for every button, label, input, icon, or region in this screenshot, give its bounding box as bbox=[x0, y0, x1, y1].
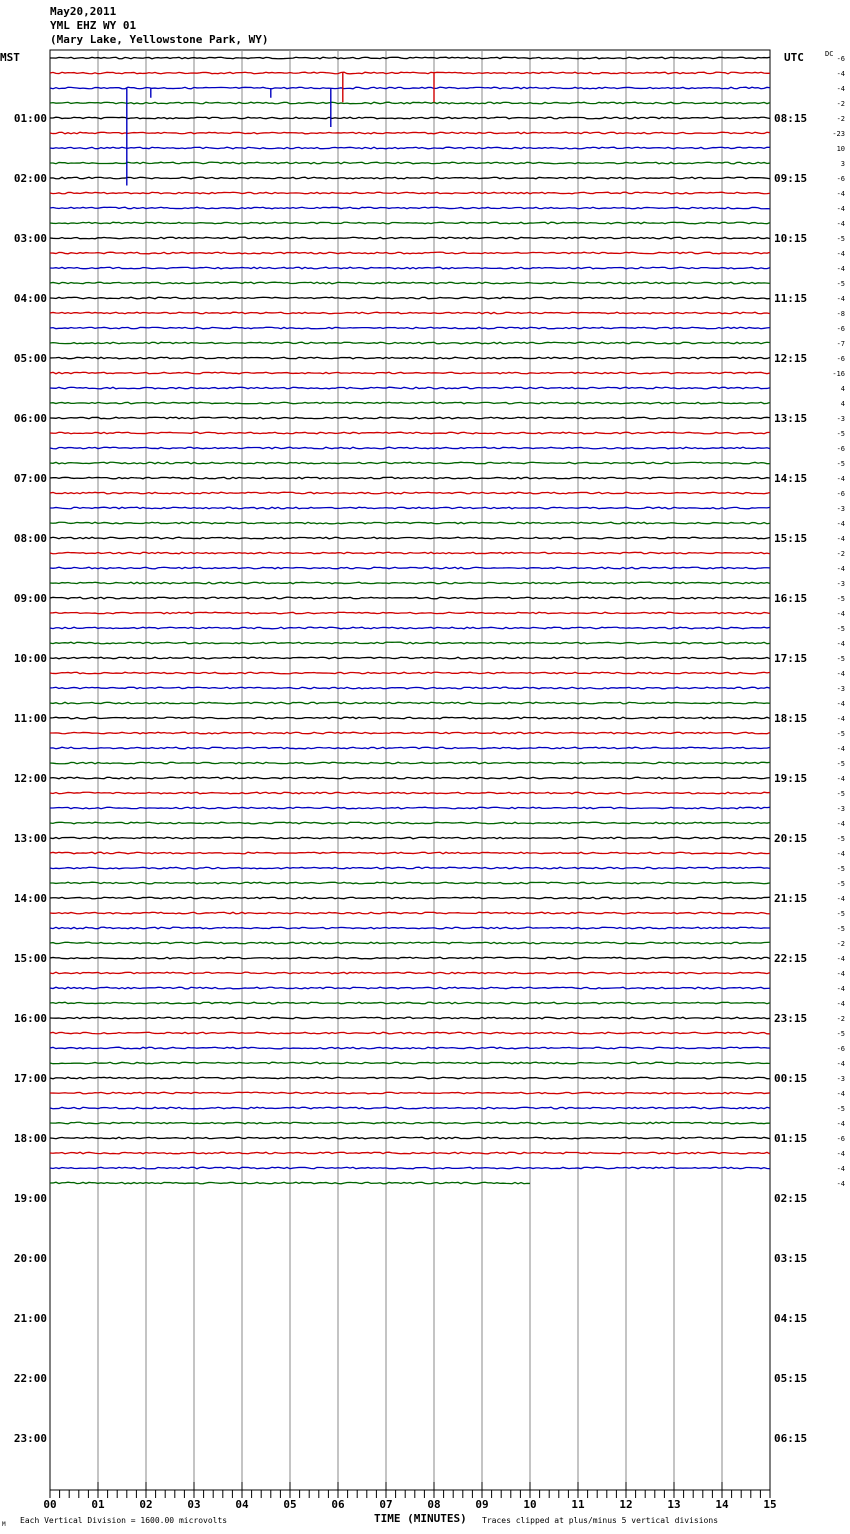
left-hour-label: 16:00 bbox=[13, 1012, 47, 1025]
seismic-trace bbox=[50, 462, 770, 464]
dc-offset: -4 bbox=[836, 265, 845, 273]
left-hour-label: 07:00 bbox=[13, 472, 47, 485]
dc-offset: -2 bbox=[836, 115, 845, 123]
dc-offset: -3 bbox=[836, 580, 845, 588]
seismic-trace bbox=[50, 252, 770, 254]
dc-offset: 4 bbox=[840, 400, 845, 408]
seismic-trace bbox=[50, 942, 770, 944]
right-hour-label: 14:15 bbox=[774, 472, 808, 485]
left-hour-label: 11:00 bbox=[13, 712, 47, 725]
right-hour-label: 02:15 bbox=[774, 1192, 808, 1205]
seismic-traces bbox=[50, 57, 770, 1184]
dc-offset: -6 bbox=[836, 1135, 845, 1143]
seismic-trace bbox=[50, 687, 770, 689]
dc-offset: -4 bbox=[836, 1165, 845, 1173]
left-hour-label: 12:00 bbox=[13, 772, 47, 785]
dc-offset: -4 bbox=[836, 640, 845, 648]
dc-offset: -6 bbox=[836, 1045, 845, 1053]
seismic-trace bbox=[50, 342, 770, 344]
seismic-trace bbox=[50, 117, 770, 119]
dc-offset: -5 bbox=[836, 730, 845, 738]
seismic-trace bbox=[50, 237, 770, 239]
dc-offset: -3 bbox=[836, 805, 845, 813]
seismic-trace bbox=[50, 372, 770, 374]
seismic-trace bbox=[50, 1137, 770, 1139]
seismic-trace bbox=[50, 507, 770, 509]
seismic-trace bbox=[50, 822, 770, 824]
dc-offset: -4 bbox=[836, 850, 845, 858]
seismic-trace bbox=[50, 1152, 770, 1154]
seismic-trace bbox=[50, 222, 770, 224]
vertical-scale-note: Each Vertical Division = 1600.00 microvolts bbox=[20, 1516, 228, 1525]
seismic-trace bbox=[50, 882, 770, 884]
x-tick-label: 14 bbox=[715, 1498, 729, 1511]
dc-offset: 3 bbox=[840, 160, 845, 168]
left-hour-label: 18:00 bbox=[13, 1132, 47, 1145]
right-hour-label: 15:15 bbox=[774, 532, 808, 545]
seismic-trace bbox=[50, 177, 770, 179]
dc-offset: -5 bbox=[836, 280, 845, 288]
seismic-trace bbox=[50, 1002, 770, 1004]
left-hour-label: 05:00 bbox=[13, 352, 47, 365]
left-hour-label: 22:00 bbox=[13, 1372, 47, 1385]
right-hour-label: 23:15 bbox=[774, 1012, 808, 1025]
dc-offset: -7 bbox=[836, 340, 845, 348]
seismic-trace bbox=[50, 447, 770, 449]
dc-offset: -4 bbox=[836, 70, 845, 78]
x-tick-label: 02 bbox=[139, 1498, 153, 1511]
dc-offset: -4 bbox=[836, 1120, 845, 1128]
x-tick-label: 09 bbox=[475, 1498, 489, 1511]
dc-offset: 10 bbox=[836, 145, 845, 153]
dc-offset: 4 bbox=[840, 385, 845, 393]
seismic-trace bbox=[50, 657, 770, 659]
seismic-trace bbox=[50, 777, 770, 779]
dc-offset: -4 bbox=[836, 1000, 845, 1008]
left-timezone-label: MST bbox=[0, 51, 20, 64]
dc-offset: -4 bbox=[836, 295, 845, 303]
seismic-trace bbox=[50, 792, 770, 794]
right-hour-label: 00:15 bbox=[774, 1072, 808, 1085]
dc-offset: -4 bbox=[836, 475, 845, 483]
x-tick-label: 04 bbox=[235, 1498, 249, 1511]
dc-offset: -4 bbox=[836, 895, 845, 903]
dc-offset: -4 bbox=[836, 610, 845, 618]
dc-offset: -4 bbox=[836, 715, 845, 723]
seismic-trace bbox=[50, 417, 770, 419]
right-hour-label: 09:15 bbox=[774, 172, 808, 185]
x-tick-label: 03 bbox=[187, 1498, 201, 1511]
right-hour-label: 12:15 bbox=[774, 352, 808, 365]
seismic-trace bbox=[50, 207, 770, 209]
seismic-trace bbox=[50, 282, 770, 284]
dc-offset: -4 bbox=[836, 985, 845, 993]
dc-offset: -2 bbox=[836, 940, 845, 948]
dc-offset: -4 bbox=[836, 745, 845, 753]
seismic-trace bbox=[50, 972, 770, 974]
dc-offset: -16 bbox=[832, 370, 845, 378]
right-timezone-label: UTC bbox=[784, 51, 804, 64]
seismic-trace bbox=[50, 927, 770, 929]
dc-offset: -4 bbox=[836, 535, 845, 543]
right-hour-label: 16:15 bbox=[774, 592, 808, 605]
dc-offset: -4 bbox=[836, 670, 845, 678]
seismic-trace bbox=[50, 642, 770, 644]
dc-offset: -5 bbox=[836, 865, 845, 873]
dc-offset: -4 bbox=[836, 1180, 845, 1188]
seismic-trace bbox=[50, 987, 770, 989]
dc-offset: -5 bbox=[836, 1105, 845, 1113]
x-tick-label: 15 bbox=[763, 1498, 777, 1511]
dc-label: DC bbox=[825, 50, 834, 58]
seismic-trace bbox=[50, 747, 770, 749]
left-hour-label: 15:00 bbox=[13, 952, 47, 965]
seismic-trace bbox=[50, 762, 770, 764]
left-hour-label: 02:00 bbox=[13, 172, 47, 185]
dc-offset: -5 bbox=[836, 430, 845, 438]
left-hour-label: 20:00 bbox=[13, 1252, 47, 1265]
dc-offset: -2 bbox=[836, 550, 845, 558]
seismic-trace bbox=[50, 522, 770, 524]
dc-offset: -4 bbox=[836, 520, 845, 528]
dc-offset: -6 bbox=[836, 355, 845, 363]
seismic-trace bbox=[50, 897, 770, 899]
dc-offset: -5 bbox=[836, 925, 845, 933]
dc-offset: -5 bbox=[836, 595, 845, 603]
plot-frame bbox=[50, 50, 770, 1490]
right-hour-label: 13:15 bbox=[774, 412, 808, 425]
right-hour-label: 08:15 bbox=[774, 112, 808, 125]
dc-offset: -3 bbox=[836, 1075, 845, 1083]
dc-offset: -5 bbox=[836, 910, 845, 918]
dc-offset: -4 bbox=[836, 565, 845, 573]
right-hour-label: 18:15 bbox=[774, 712, 808, 725]
plot-date: May20,2011 bbox=[50, 5, 117, 18]
seismic-trace bbox=[50, 597, 770, 599]
seismic-trace bbox=[50, 57, 770, 59]
dc-offset: -5 bbox=[836, 625, 845, 633]
dc-offset: -5 bbox=[836, 235, 845, 243]
dc-offset: -3 bbox=[836, 415, 845, 423]
dc-offset: -4 bbox=[836, 820, 845, 828]
x-tick-label: 10 bbox=[523, 1498, 537, 1511]
right-hour-label: 17:15 bbox=[774, 652, 808, 665]
left-hour-label: 23:00 bbox=[13, 1432, 47, 1445]
right-hour-label: 20:15 bbox=[774, 832, 808, 845]
seismic-trace bbox=[50, 537, 770, 539]
x-tick-label: 07 bbox=[379, 1498, 393, 1511]
x-tick-label: 08 bbox=[427, 1498, 441, 1511]
seismic-trace bbox=[50, 1047, 770, 1049]
dc-offset: -4 bbox=[836, 970, 845, 978]
dc-offset: -6 bbox=[836, 175, 845, 183]
seismic-trace bbox=[50, 297, 770, 299]
seismic-trace bbox=[50, 1107, 770, 1109]
dc-offset: -4 bbox=[836, 1150, 845, 1158]
seismic-trace bbox=[50, 327, 770, 329]
seismic-trace bbox=[50, 1122, 770, 1124]
seismic-trace bbox=[50, 1062, 770, 1064]
seismic-trace bbox=[50, 867, 770, 869]
dc-offset: -5 bbox=[836, 835, 845, 843]
x-tick-label: 13 bbox=[667, 1498, 681, 1511]
seismic-trace bbox=[50, 312, 770, 314]
dc-offset: -5 bbox=[836, 880, 845, 888]
dc-offset: -3 bbox=[836, 685, 845, 693]
seismic-trace bbox=[50, 912, 770, 914]
dc-offset: -3 bbox=[836, 505, 845, 513]
x-axis-title: TIME (MINUTES) bbox=[374, 1512, 467, 1525]
right-hour-label: 10:15 bbox=[774, 232, 808, 245]
x-tick-label: 12 bbox=[619, 1498, 633, 1511]
left-hour-label: 01:00 bbox=[13, 112, 47, 125]
x-tick-label: 11 bbox=[571, 1498, 585, 1511]
dc-offset: -6 bbox=[836, 55, 845, 63]
dc-offset: -4 bbox=[836, 250, 845, 258]
seismic-trace bbox=[50, 552, 770, 554]
dc-offset: -4 bbox=[836, 1090, 845, 1098]
seismic-trace bbox=[50, 717, 770, 719]
seismic-trace bbox=[50, 627, 770, 629]
left-hour-label: 04:00 bbox=[13, 292, 47, 305]
seismic-trace bbox=[50, 357, 770, 359]
seismic-trace bbox=[50, 807, 770, 809]
right-hour-label: 03:15 bbox=[774, 1252, 808, 1265]
seismic-trace bbox=[50, 432, 770, 434]
seismic-trace bbox=[50, 477, 770, 479]
seismic-trace bbox=[50, 567, 770, 569]
seismic-trace bbox=[50, 132, 770, 134]
left-hour-label: 13:00 bbox=[13, 832, 47, 845]
seismic-trace bbox=[50, 87, 770, 89]
dc-offset: -4 bbox=[836, 220, 845, 228]
dc-offset: -5 bbox=[836, 460, 845, 468]
seismic-trace bbox=[50, 147, 770, 149]
time-labels bbox=[14, 55, 845, 1445]
seismic-trace bbox=[50, 492, 770, 494]
seismic-trace bbox=[50, 192, 770, 194]
seismic-trace bbox=[50, 162, 770, 164]
dc-offset: -4 bbox=[836, 190, 845, 198]
seismic-trace bbox=[50, 387, 770, 389]
dc-offset: -5 bbox=[836, 655, 845, 663]
clip-note: Traces clipped at plus/minus 5 vertical divisions bbox=[482, 1516, 719, 1525]
right-hour-label: 01:15 bbox=[774, 1132, 808, 1145]
seismic-trace bbox=[50, 1032, 770, 1034]
dc-offset: -8 bbox=[836, 310, 845, 318]
left-hour-label: 14:00 bbox=[13, 892, 47, 905]
seismic-trace bbox=[50, 402, 770, 404]
dc-offset: -4 bbox=[836, 775, 845, 783]
seismic-trace bbox=[50, 837, 770, 839]
left-hour-label: 06:00 bbox=[13, 412, 47, 425]
left-hour-label: 09:00 bbox=[13, 592, 47, 605]
right-hour-label: 04:15 bbox=[774, 1312, 808, 1325]
x-tick-label: 05 bbox=[283, 1498, 297, 1511]
dc-offset: -5 bbox=[836, 760, 845, 768]
seismic-trace bbox=[50, 1077, 770, 1079]
right-hour-label: 22:15 bbox=[774, 952, 808, 965]
seismic-trace bbox=[50, 72, 770, 74]
left-hour-label: 08:00 bbox=[13, 532, 47, 545]
seismic-trace bbox=[50, 702, 770, 704]
dc-offset: -6 bbox=[836, 445, 845, 453]
seismic-trace bbox=[50, 672, 770, 674]
seismic-trace bbox=[50, 1167, 770, 1169]
seismic-trace bbox=[50, 582, 770, 584]
right-hour-label: 05:15 bbox=[774, 1372, 808, 1385]
station-code: YML EHZ WY 01 bbox=[50, 19, 137, 32]
station-location: (Mary Lake, Yellowstone Park, WY) bbox=[50, 33, 269, 46]
left-hour-label: 17:00 bbox=[13, 1072, 47, 1085]
right-hour-label: 11:15 bbox=[774, 292, 808, 305]
seismic-trace bbox=[50, 612, 770, 614]
x-tick-label: 06 bbox=[331, 1498, 345, 1511]
right-hour-label: 19:15 bbox=[774, 772, 808, 785]
dc-offset: -4 bbox=[836, 1060, 845, 1068]
seismic-trace bbox=[50, 267, 770, 269]
dc-offset: -4 bbox=[836, 700, 845, 708]
left-hour-label: 19:00 bbox=[13, 1192, 47, 1205]
right-hour-label: 21:15 bbox=[774, 892, 808, 905]
left-hour-label: 03:00 bbox=[13, 232, 47, 245]
seismic-trace bbox=[50, 732, 770, 734]
x-tick-label: 00 bbox=[43, 1498, 57, 1511]
dc-offset: -5 bbox=[836, 1030, 845, 1038]
dc-offset: -4 bbox=[836, 955, 845, 963]
dc-offset: -2 bbox=[836, 100, 845, 108]
right-hour-label: 06:15 bbox=[774, 1432, 808, 1445]
seismic-trace bbox=[50, 957, 770, 959]
dc-offset: -2 bbox=[836, 1015, 845, 1023]
dc-offset: -6 bbox=[836, 325, 845, 333]
minute-gridlines bbox=[50, 50, 770, 1490]
left-hour-label: 10:00 bbox=[13, 652, 47, 665]
dc-offset: -5 bbox=[836, 790, 845, 798]
x-tick-label: 01 bbox=[91, 1498, 105, 1511]
dc-offset: -6 bbox=[836, 490, 845, 498]
dc-offset: -4 bbox=[836, 85, 845, 93]
dc-offset: -23 bbox=[832, 130, 845, 138]
seismic-trace bbox=[50, 102, 770, 104]
seismic-trace bbox=[50, 1092, 770, 1094]
seismic-trace bbox=[50, 852, 770, 854]
dc-offset: -4 bbox=[836, 205, 845, 213]
corner-mark: M bbox=[2, 1521, 6, 1528]
seismic-trace bbox=[50, 1017, 770, 1019]
x-axis bbox=[43, 1482, 776, 1511]
left-hour-label: 21:00 bbox=[13, 1312, 47, 1325]
